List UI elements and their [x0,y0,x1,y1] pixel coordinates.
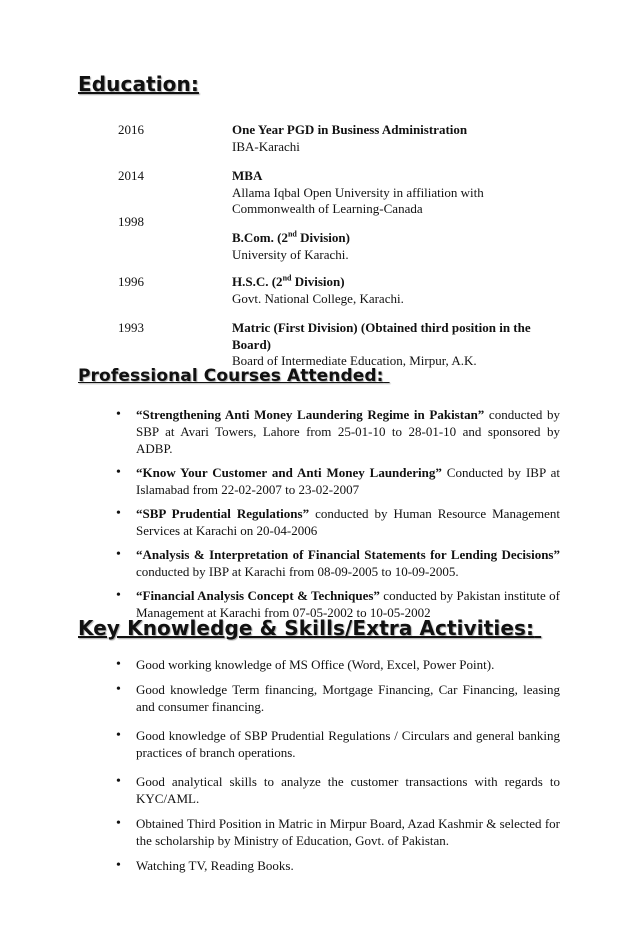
courses-list [108,406,560,621]
list-item: • Obtained Third Position in Matric in Mirpur Board, Azad Kashmir & selected for the scholarship by Ministry of Education, Govt. of Pakistan. [108,815,560,849]
list-item: • “Financial Analysis Concept & Techniques” conducted by Pakistan institute of Management at Karachi from 07-05-2002 to 10-05-2002 [108,587,560,621]
degree-title: B.Com. (2nd Division) [232,229,350,245]
degree-title: H.S.C. (2nd Division) [232,273,345,289]
education-heading: Education: [78,72,199,96]
education-year: 1996 [118,274,144,289]
degree-title: One Year PGD in Business Administration [232,122,468,137]
institution: Allama Iqbal Open University in affiliation with [232,184,484,200]
education-degree [232,320,572,370]
list-item: • Good analytical skills to analyze the customer transactions with regards to KYC/AML. [108,773,560,807]
institution: IBA-Karachi [232,138,300,154]
skills-heading: Key Knowledge & Skills/Extra Activities: [78,616,535,640]
list-item: • “SBP Prudential Regulations” conducted by Human Resource Management Services at Karachi on 20-04-2006 [108,505,560,539]
education-year: 1998 [118,214,144,229]
courses-heading: Professional Courses Attended: [78,366,384,386]
list-item: • “Know Your Customer and Anti Money Laundering” Conducted by IBP at Islamabad from 22-02-2007 to 23-02-2007 [108,464,560,498]
institution: Board of Intermediate Education, Mirpur, A.K. [232,353,477,368]
education-year: 2014 [118,168,144,183]
education-degree [232,230,572,263]
list-item: • “Analysis & Interpretation of Financial Statements for Lending Decisions” conducted by IBP at Karachi from 08-09-2005 to 10-09-2005. [108,546,560,580]
institution: Commonwealth of Learning-Canada [232,201,423,216]
list-item: • Good working knowledge of MS Office (Word, Excel, Power Point). [108,656,560,673]
list-item: • “Strengthening Anti Money Laundering Regime in Pakistan” conducted by SBP at Avari Towers, Lahore from 25-01-10 to 28-01-10 and sponsored by ADBP. [108,406,560,457]
education-degree [232,168,572,218]
degree-title: Matric (First Division) (Obtained third position in the Board) [232,320,531,352]
education-degree [232,274,572,307]
list-item: • Good knowledge Term financing, Mortgage Financing, Car Financing, leasing and consumer financing. [108,681,560,715]
education-year: 1993 [118,320,144,335]
education-degree [232,122,572,155]
skills-list [108,656,560,874]
list-item: • Watching TV, Reading Books. [108,857,560,874]
education-year: 2016 [118,122,144,137]
institution: University of Karachi. [232,246,349,262]
institution: Govt. National College, Karachi. [232,290,404,306]
degree-title: MBA [232,168,263,183]
list-item: • Good knowledge of SBP Prudential Regulations / Circulars and general banking practices of branch operations. [108,727,560,761]
